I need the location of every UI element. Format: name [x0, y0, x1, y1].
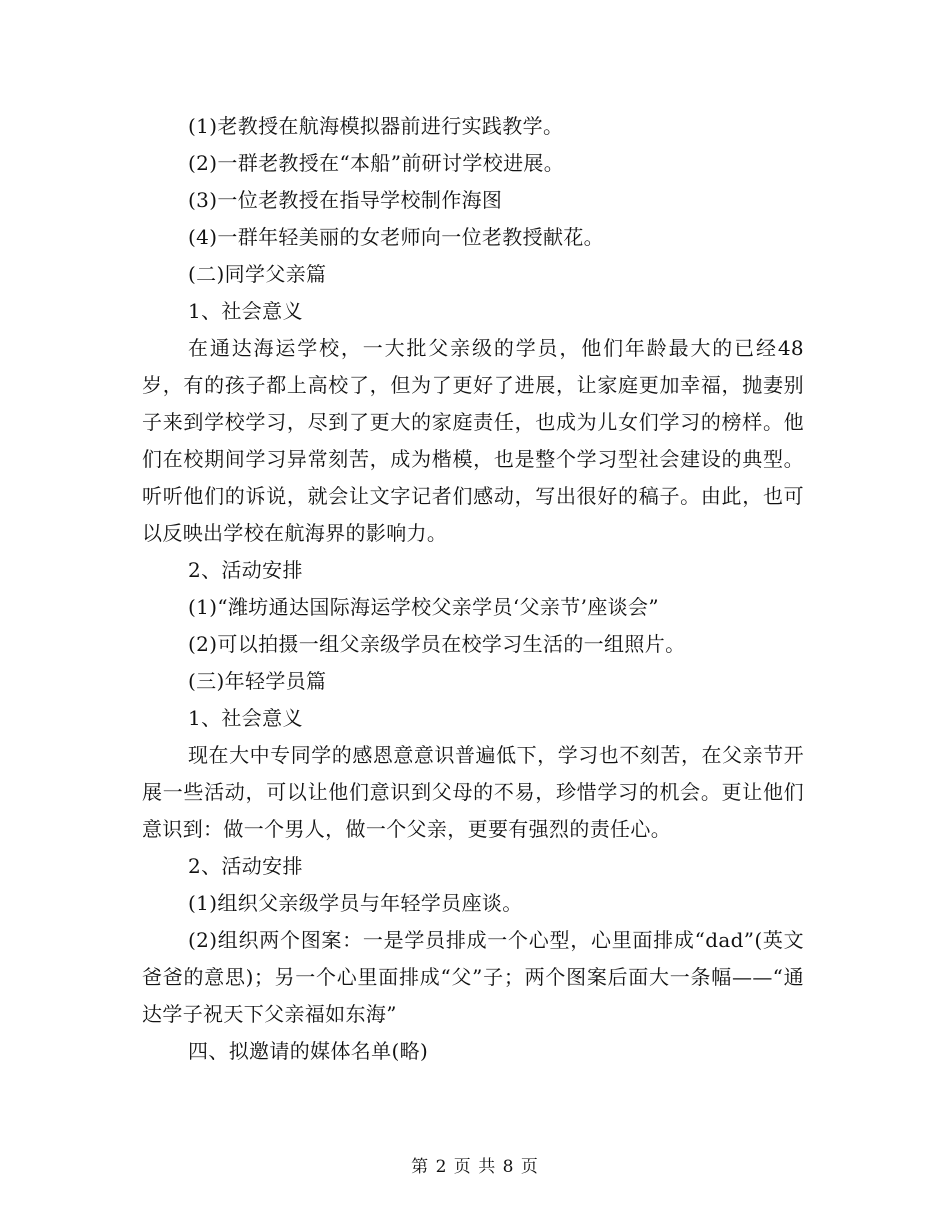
section-heading: (二)同学父亲篇 — [188, 262, 327, 286]
paragraph: (4)一群年轻美丽的女老师向一位老教授献花。 — [188, 225, 605, 249]
paragraph: (3)一位老教授在指导学校制作海图 — [188, 188, 503, 212]
paragraph: 现在大中专同学的感恩意意识普遍低下，学习也不刻苦，在父亲节开展一些活动，可以让他们意识到父母的不易，珍惜学习的机会。更让他们意识到：做一个男人，做一个父亲，更要有强烈的责任心。 — [142, 743, 804, 841]
paragraph: (2)可以拍摄一组父亲级学员在校学习生活的一组照片。 — [188, 632, 686, 656]
paragraph: 在通达海运学校，一大批父亲级的学员，他们年龄最大的已经48岁，有的孩子都上高校了，但为了更好了进展，让家庭更加幸福，抛妻别子来到学校学习，尽到了更大的家庭责任，也成为儿女们学习的榜样。他们在校期间学习异常刻苦，成为楷模，也是整个学习型社会建设的典型。听听他们的诉说，就会让文字记者们感动，写出很好的稿子。由此，也可以反映出学校在航海界的影响力。 — [142, 336, 804, 545]
section-heading: (三)年轻学员篇 — [188, 669, 327, 693]
document-body — [142, 108, 804, 1070]
subsection-heading: 1、社会意义 — [188, 299, 303, 323]
section-heading: 四、拟邀请的媒体名单(略) — [188, 1039, 429, 1063]
paragraph: (2)一群老教授在“本船”前研讨学校进展。 — [188, 151, 565, 175]
paragraph: (2)组织两个图案：一是学员排成一个心型，心里面排成“dad”(英文爸爸的意思)；另一个心里面排成“父”子；两个图案后面大一条幅——“通达学子祝天下父亲福如东海” — [142, 928, 804, 1026]
paragraph: (1)组织父亲级学员与年轻学员座谈。 — [188, 891, 523, 915]
paragraph: (1)“潍坊通达国际海运学校父亲学员‘父亲节’座谈会” — [188, 595, 659, 619]
subsection-heading: 1、社会意义 — [188, 706, 303, 730]
page-number-footer: 第 2 页 共 8 页 — [411, 1157, 539, 1177]
paragraph: (1)老教授在航海模拟器前进行实践教学。 — [188, 114, 564, 138]
subsection-heading: 2、活动安排 — [188, 854, 303, 878]
subsection-heading: 2、活动安排 — [188, 558, 303, 582]
